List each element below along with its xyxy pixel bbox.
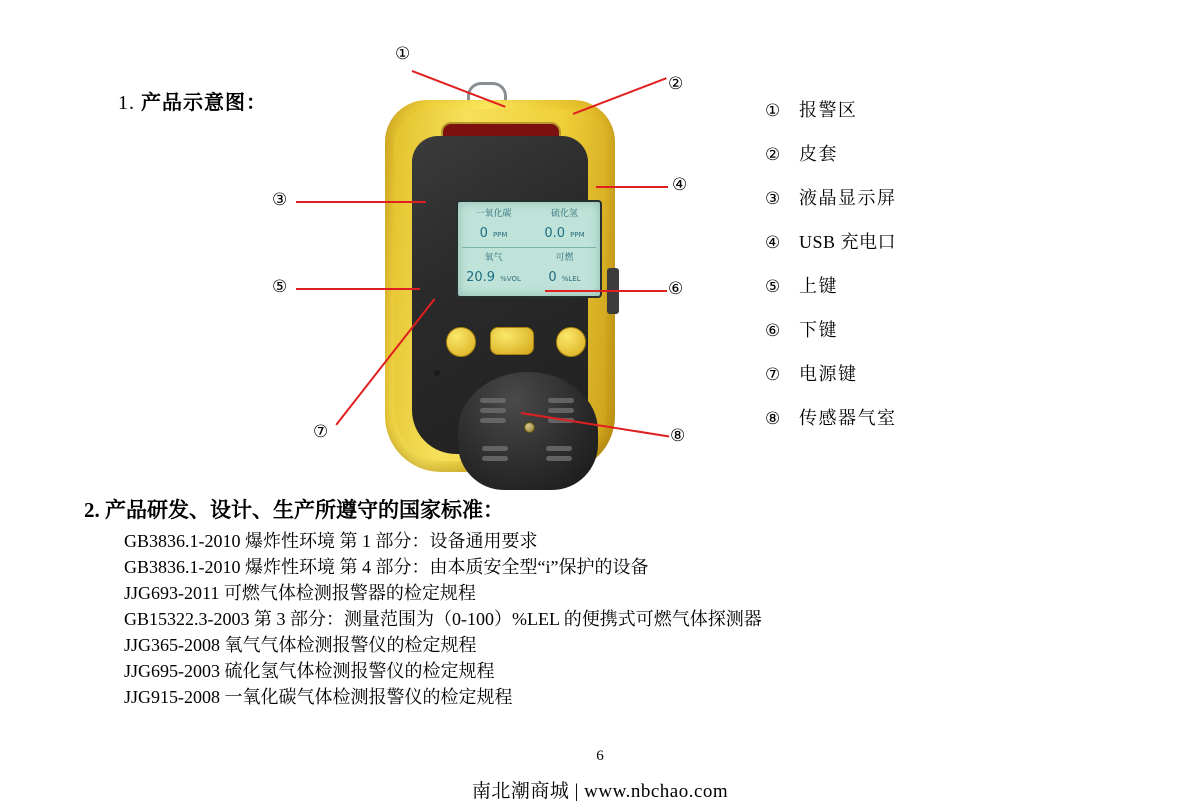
lcd-unit-co: PPM [492, 231, 508, 239]
lcd-reading-ex [529, 266, 600, 286]
sensor-vent [480, 418, 506, 423]
lcd-value-co: 0 [479, 226, 488, 241]
lcd-divider [462, 247, 596, 248]
lcd-label-co: 一氧化碳 [475, 209, 512, 219]
lcd-reading-o2 [458, 266, 529, 286]
section-2-title: 产品研发、设计、生产所遵守的国家标准： [105, 498, 504, 522]
callout-marker-3: ③ [272, 190, 288, 210]
sensor-vent [546, 446, 572, 451]
legend-num-3: ③ [765, 189, 781, 209]
leader-line-5 [296, 288, 420, 290]
lcd-label-h2s: 硫化氢 [550, 209, 578, 219]
section-2-heading [84, 494, 504, 524]
sensor-vent [546, 456, 572, 461]
sensor-vent [548, 408, 574, 413]
legend-label-6: 下键 [799, 320, 838, 340]
standards-list [124, 528, 1084, 710]
legend-label-3: 液晶显示屏 [799, 188, 897, 208]
sensor-vent [482, 456, 508, 461]
legend-list [765, 96, 1105, 448]
sensor-vent [548, 398, 574, 403]
device-power-button [490, 327, 534, 355]
legend-item-7 [765, 360, 1105, 386]
lcd-unit-o2: %VOL [500, 275, 521, 283]
legend-item-2 [765, 140, 1105, 166]
lcd-value-o2: 20.9 [466, 270, 496, 285]
section-1-heading [118, 86, 267, 115]
legend-item-4 [765, 228, 1105, 254]
legend-item-5 [765, 272, 1105, 298]
legend-num-4: ④ [765, 233, 781, 253]
legend-label-8: 传感器气室 [799, 408, 897, 428]
standard-item: GB3836.1-2010 爆炸性环境 第 1 部分：设备通用要求 [124, 531, 538, 551]
legend-item-6 [765, 316, 1105, 342]
section-1-title: 产品示意图： [141, 92, 267, 114]
callout-marker-4: ④ [672, 175, 688, 195]
lcd-unit-ex: %LEL [561, 275, 581, 283]
callout-marker-1: ① [395, 44, 411, 64]
standard-item: JJG915-2008 一氧化碳气体检测报警仪的检定规程 [124, 687, 513, 707]
lcd-value-ex: 0 [548, 270, 557, 285]
leader-line-4 [596, 186, 668, 188]
callout-marker-6: ⑥ [668, 279, 684, 299]
legend-label-4: USB 充电口 [799, 232, 897, 252]
legend-num-7: ⑦ [765, 365, 781, 385]
device-up-button [446, 327, 476, 357]
page-number: 6 [596, 748, 604, 764]
lcd-label-o2: 氧气 [484, 253, 503, 263]
lcd-reading-h2s [529, 222, 600, 242]
legend-num-5: ⑤ [765, 277, 781, 297]
device-front-face [412, 136, 588, 454]
legend-label-2: 皮套 [799, 144, 838, 164]
legend-label-5: 上键 [799, 276, 838, 296]
lcd-unit-h2s: PPM [570, 231, 585, 239]
legend-num-8: ⑧ [765, 409, 781, 429]
standard-item: JJG365-2008 氧气气体检测报警仪的检定规程 [124, 635, 477, 655]
legend-num-6: ⑥ [765, 321, 781, 341]
sensor-vent [482, 446, 508, 451]
legend-item-8 [765, 404, 1105, 430]
section-2-number: 2. [84, 498, 100, 522]
legend-num-1: ① [765, 101, 781, 121]
product-diagram [385, 82, 615, 472]
leader-line-6 [545, 290, 667, 292]
legend-label-1: 报警区 [799, 100, 858, 120]
standard-item: JJG693-2011 可燃气体检测报警器的检定规程 [124, 583, 476, 603]
leader-line-3 [296, 201, 426, 203]
device-lcd-screen [456, 200, 602, 298]
standard-item: GB3836.1-2010 爆炸性环境 第 4 部分：由本质安全型“i”保护的设备 [124, 557, 649, 577]
lcd-label-ex: 可燃 [555, 253, 574, 263]
sensor-vent [480, 398, 506, 403]
device-down-button [556, 327, 586, 357]
callout-marker-8: ⑧ [670, 426, 686, 446]
lcd-reading-co [458, 222, 529, 242]
footer-brand: 南北潮商城 | www.nbchao.com [471, 781, 729, 802]
sensor-vent [480, 408, 506, 413]
section-1-number: 1. [118, 92, 135, 114]
lcd-value-h2s: 0.0 [544, 226, 566, 241]
callout-marker-5: ⑤ [272, 277, 288, 297]
legend-item-1 [765, 96, 1105, 122]
device-sensor-chamber [458, 372, 598, 490]
sensor-screw [524, 422, 535, 433]
legend-item-3 [765, 184, 1105, 210]
device-rubber-boot [385, 100, 615, 472]
device-indicator-dot [434, 370, 440, 376]
standard-item: GB15322.3-2003 第 3 部分：测量范围为（0-100）%LEL 的便携式可燃气体探测器 [124, 609, 762, 629]
legend-label-7: 电源键 [799, 364, 858, 384]
callout-marker-7: ⑦ [313, 422, 329, 442]
legend-num-2: ② [765, 145, 781, 165]
callout-marker-2: ② [668, 74, 684, 94]
standard-item: JJG695-2003 硫化氢气体检测报警仪的检定规程 [124, 661, 495, 681]
